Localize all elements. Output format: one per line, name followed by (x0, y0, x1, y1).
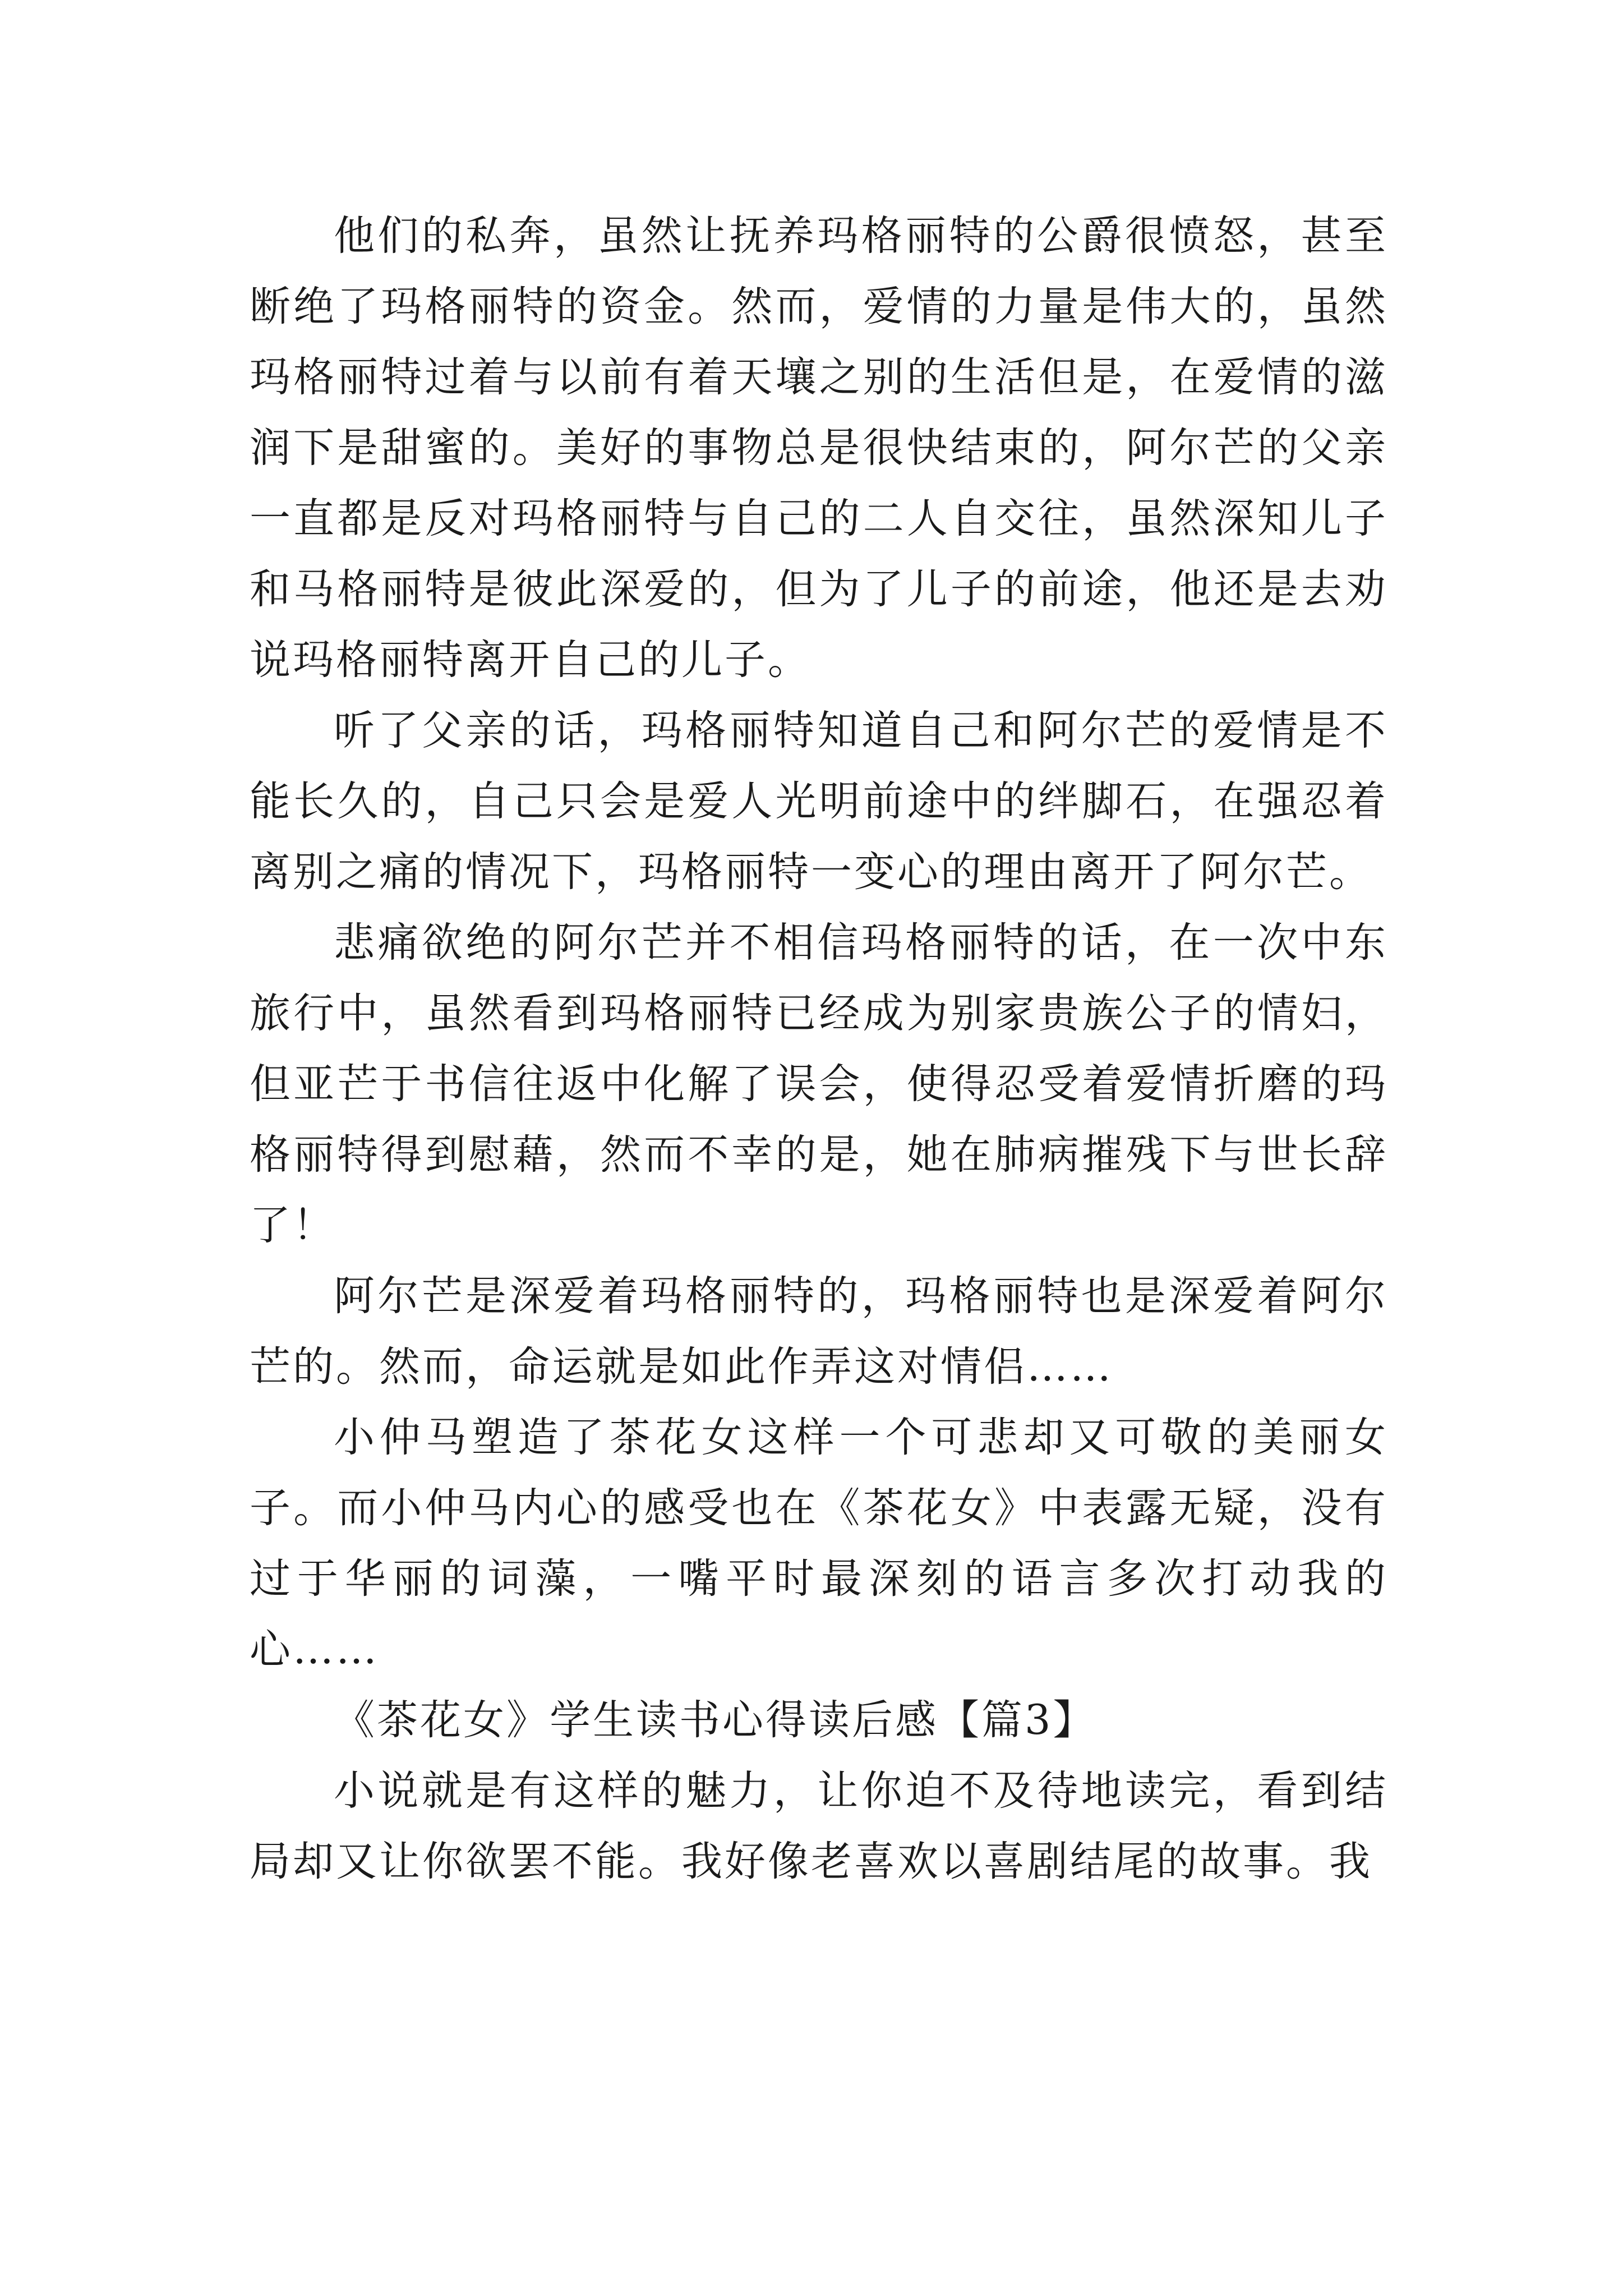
document-body (250, 201, 1388, 1897)
paragraph-6: 小说就是有这样的魅力，让你迫不及待地读完，看到结局却又让你欲罢不能。我好像老喜欢以喜剧结尾的故事。我 (250, 1767, 1388, 1885)
paragraph-4: 阿尔芒是深爱着玛格丽特的，玛格丽特也是深爱着阿尔芒的。然而，命运就是如此作弄这对情侣…… (250, 1272, 1388, 1391)
paragraph-1: 他们的私奔，虽然让抚养玛格丽特的公爵很愤怒，甚至断绝了玛格丽特的资金。然而，爱情的力量是伟大的，虽然玛格丽特过着与以前有着天壤之别的生活但是，在爱情的滋润下是甜蜜的。美好的事物总是很快结束的，阿尔芒的父亲一直都是反对玛格丽特与自己的二人自交往，虽然深知儿子和马格丽特是彼此深爱的，但为了儿子的前途，他还是去劝说玛格丽特离开自己的儿子。 (250, 212, 1388, 684)
paragraph-5: 小仲马塑造了茶花女这样一个可悲却又可敬的美丽女子。而小仲马内心的感受也在《茶花女》中表露无疑，没有过于华丽的词藻，一嘴平时最深刻的语言多次打动我的心…… (250, 1414, 1388, 1673)
paragraph-2: 听了父亲的话，玛格丽特知道自己和阿尔芒的爱情是不能长久的，自己只会是爱人光明前途中的绊脚石，在强忍着离别之痛的情况下，玛格丽特一变心的理由离开了阿尔芒。 (250, 707, 1388, 896)
section-heading: 《茶花女》学生读书心得读后感【篇3】 (334, 1696, 1096, 1744)
paragraph-3: 悲痛欲绝的阿尔芒并不相信玛格丽特的话，在一次中东旅行中，虽然看到玛格丽特已经成为别家贵族公子的情妇，但亚芒于书信往返中化解了误会，使得忍受着爱情折磨的玛格丽特得到慰藉，然而不幸的是，她在肺病摧残下与世长辞了！ (250, 919, 1388, 1249)
